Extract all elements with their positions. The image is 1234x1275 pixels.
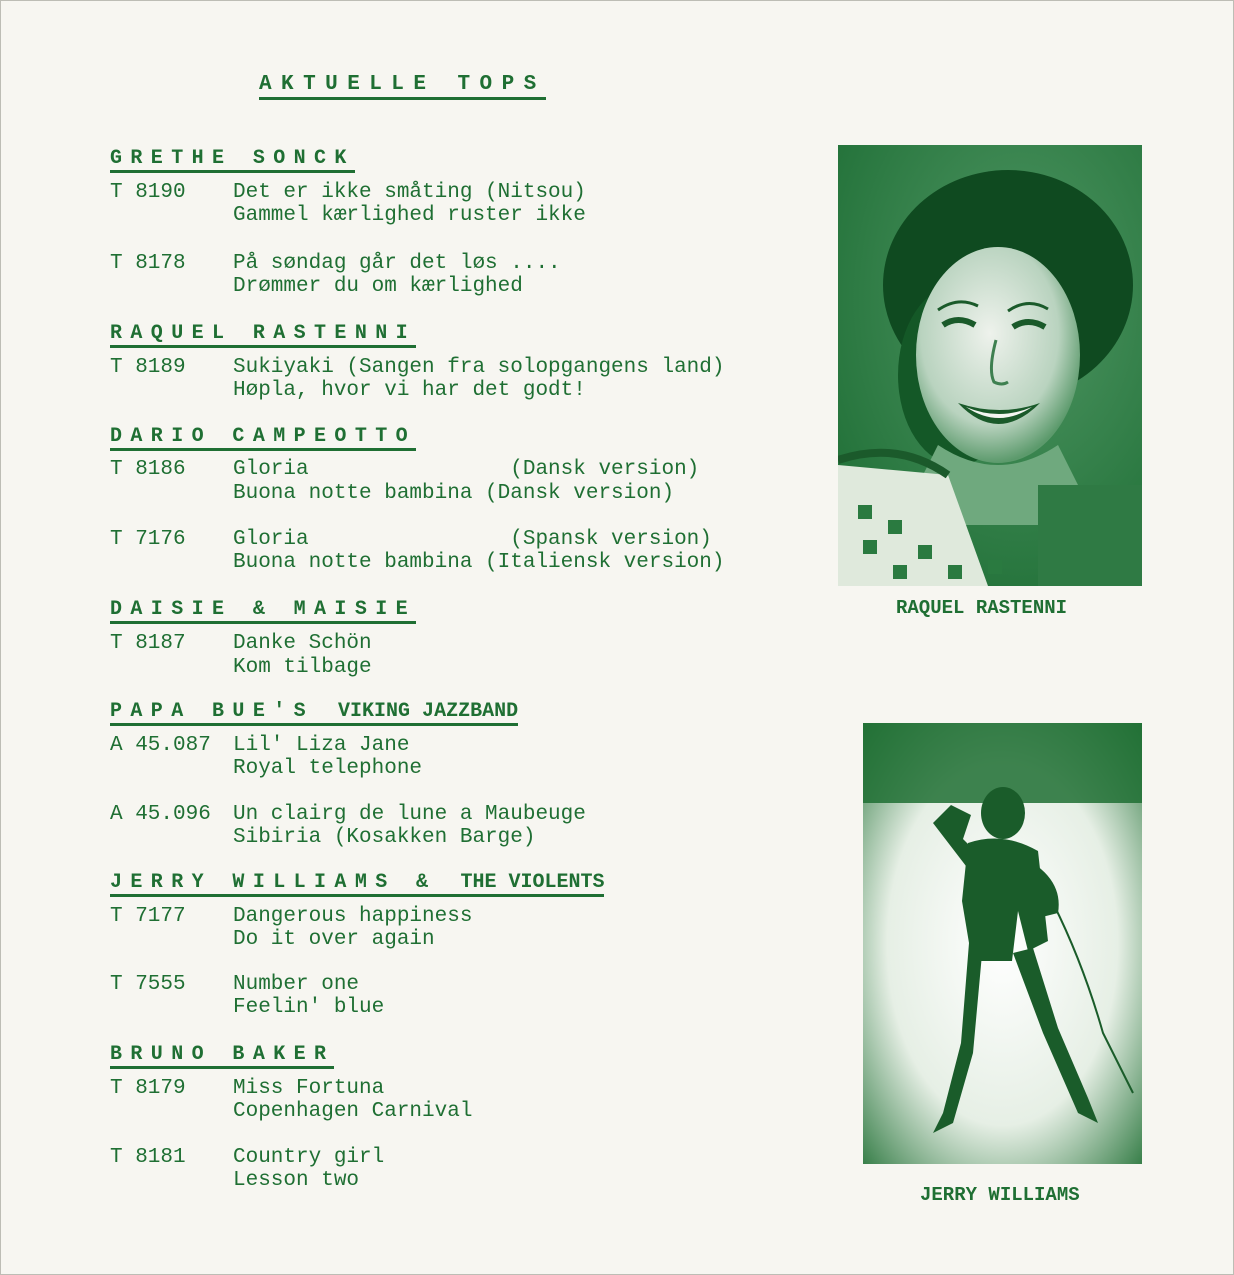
song-a: Danke Schön [233, 632, 372, 655]
photo-caption: JERRY WILLIAMS [920, 1184, 1080, 1206]
song-b: Royal telephone [233, 757, 423, 780]
record-code: T 7555 [110, 973, 186, 996]
song-b: Sibiria (Kosakken Barge) [233, 826, 536, 849]
song-a: Un clairg de lune a Maubeuge [233, 803, 586, 826]
artist-heading: DARIO CAMPEOTTO [110, 425, 416, 451]
song-a: Det er ikke småting (Nitsou) [233, 181, 586, 204]
singer-photo [863, 723, 1142, 1164]
song-b: Copenhagen Carnival [233, 1100, 473, 1123]
song-b: Drømmer du om kærlighed [233, 275, 523, 298]
record-code: T 8187 [110, 632, 186, 655]
artist-heading: RAQUEL RASTENNI [110, 322, 416, 348]
song-b: Buona notte bambina (Italiensk version) [233, 551, 725, 574]
photo-caption: RAQUEL RASTENNI [896, 597, 1068, 619]
artist-heading: DAISIE & MAISIE [110, 598, 416, 624]
song-a: Miss Fortuna [233, 1077, 385, 1100]
song-a: Country girl [233, 1146, 385, 1169]
song-a: Sukiyaki (Sangen fra solopgangens land) [233, 356, 725, 379]
song-b: Høpla, hvor vi har det godt! [233, 379, 586, 402]
artist-heading: JERRY WILLIAMS & THE VIOLENTS [110, 871, 604, 897]
record-code: T 7177 [110, 905, 186, 928]
artist-heading: GRETHE SONCK [110, 147, 355, 173]
song-a: På søndag går det løs .... [233, 252, 561, 275]
song-a: Lil' Liza Jane [233, 734, 410, 757]
song-a: Number one [233, 973, 360, 996]
song-a: Gloria (Spansk version) [233, 528, 712, 551]
record-code: T 8186 [110, 458, 186, 481]
song-b: Feelin' blue [233, 996, 385, 1019]
song-a: Dangerous happiness [233, 905, 473, 928]
song-b: Gammel kærlighed ruster ikke [233, 204, 586, 227]
record-code: A 45.096 [110, 803, 211, 826]
record-code: T 8179 [110, 1077, 186, 1100]
record-code: T 8189 [110, 356, 186, 379]
song-b: Kom tilbage [233, 656, 372, 679]
song-a: Gloria (Dansk version) [233, 458, 700, 481]
song-b: Do it over again [233, 928, 435, 951]
page-title: AKTUELLE TOPS [259, 73, 546, 100]
song-b: Buona notte bambina (Dansk version) [233, 482, 675, 505]
raquel-portrait-image [838, 145, 1142, 586]
portrait-photo [838, 145, 1142, 586]
artist-heading: BRUNO BAKER [110, 1043, 334, 1069]
jerry-williams-image [863, 723, 1142, 1164]
record-code: T 8181 [110, 1146, 186, 1169]
artist-heading: PAPA BUE'S VIKING JAZZBAND [110, 700, 518, 726]
record-code: T 7176 [110, 528, 186, 551]
record-code: A 45.087 [110, 734, 211, 757]
record-code: T 8178 [110, 252, 186, 275]
record-code: T 8190 [110, 181, 186, 204]
song-b: Lesson two [233, 1169, 360, 1192]
